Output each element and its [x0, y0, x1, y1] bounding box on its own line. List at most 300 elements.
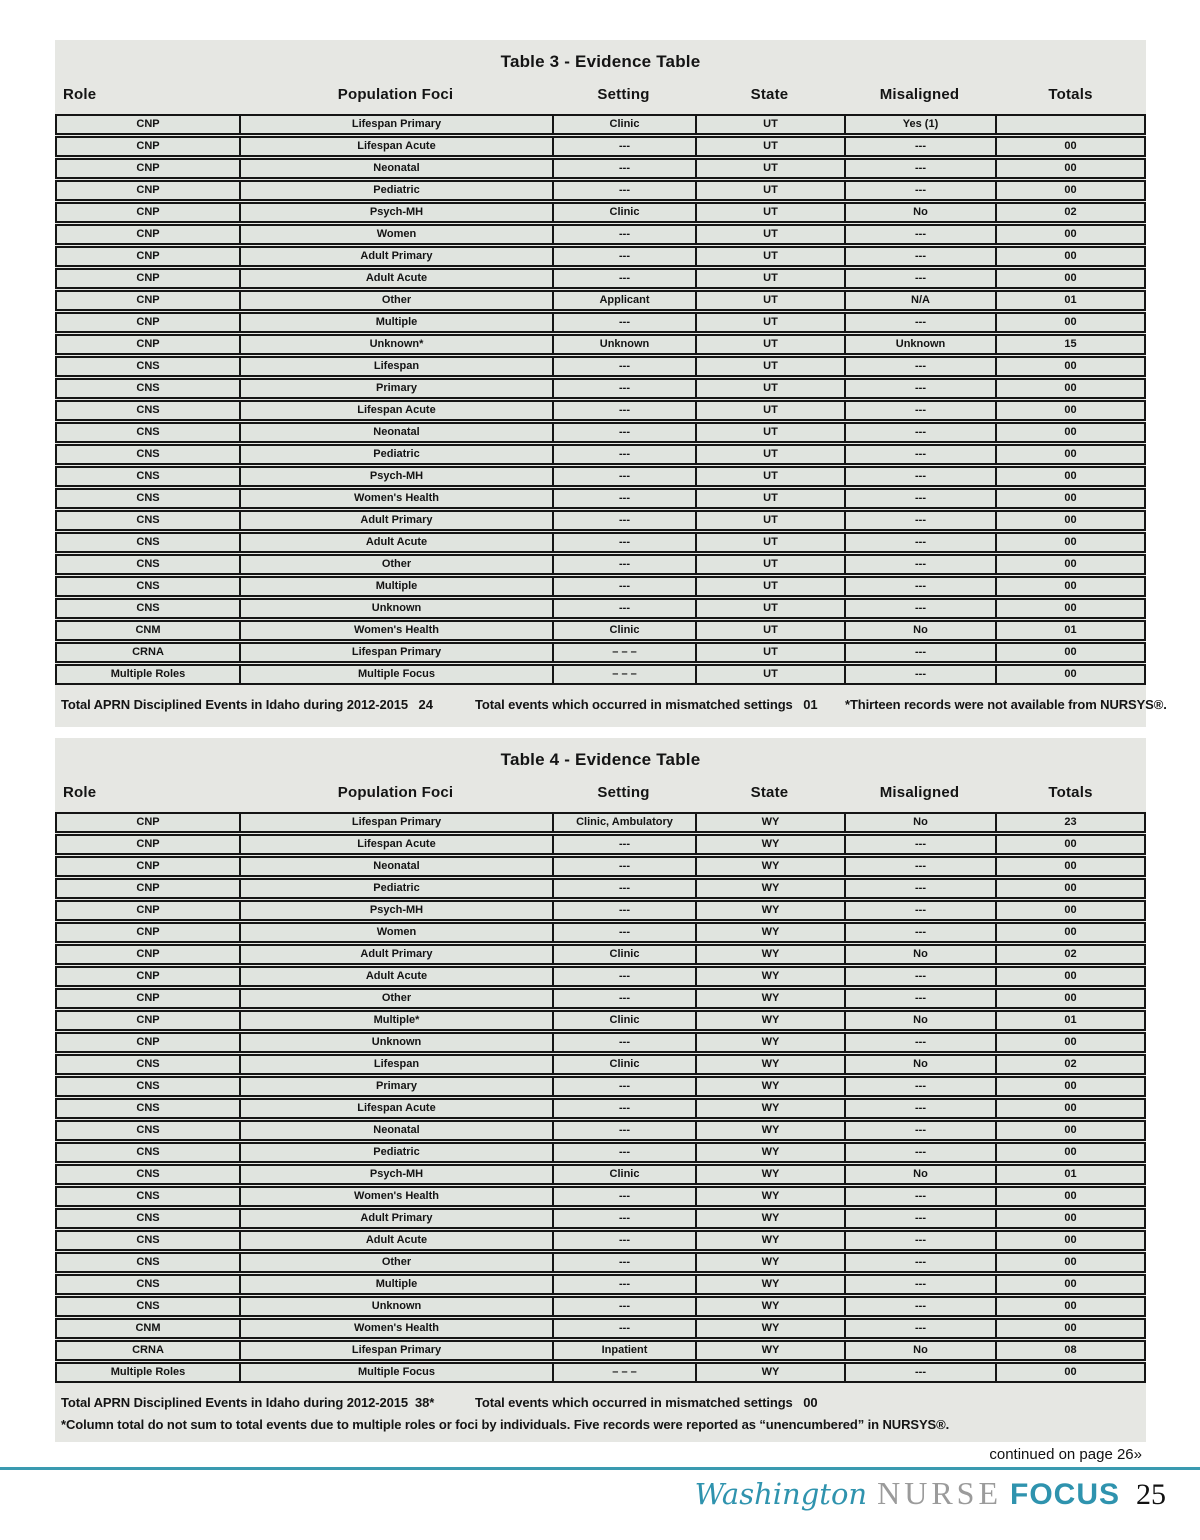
- cell-population-foci: Neonatal: [241, 1122, 554, 1139]
- cell-population-foci: Primary: [241, 380, 554, 397]
- cell-misaligned: ---: [846, 1364, 997, 1381]
- table-row: [55, 488, 1146, 509]
- table-row: [55, 1274, 1146, 1295]
- cell-role: CNS: [57, 556, 241, 573]
- cell-state: UT: [697, 622, 846, 639]
- cell-role: CNP: [57, 946, 241, 963]
- cell-totals: 00: [1064, 1278, 1077, 1290]
- cell-population-foci: Other: [241, 292, 554, 309]
- cell-state: UT: [697, 138, 846, 155]
- cell-misaligned: ---: [846, 1100, 997, 1117]
- cell-role: CNP: [57, 902, 241, 919]
- cell-misaligned: ---: [846, 1276, 997, 1293]
- table-row: [55, 576, 1146, 597]
- cell-population-foci: Multiple Focus: [241, 666, 554, 683]
- cell-setting: ---: [554, 858, 697, 875]
- cell-state: WY: [697, 814, 846, 831]
- table-row: [55, 224, 1146, 245]
- cell-population-foci: Unknown*: [241, 336, 554, 353]
- cell-setting: ---: [554, 468, 697, 485]
- cell-state: WY: [697, 968, 846, 985]
- table3-total-events: Total APRN Disciplined Events in Idaho during 2012-2015 24: [61, 697, 433, 712]
- cell-state: WY: [697, 1188, 846, 1205]
- cell-misaligned: ---: [846, 858, 997, 875]
- cell-setting: ---: [554, 534, 697, 551]
- table4-block: [55, 738, 1146, 1442]
- cell-population-foci: Multiple: [241, 1276, 554, 1293]
- column-header-population-foci: Population Foci: [337, 783, 454, 801]
- cell-misaligned: ---: [846, 1298, 997, 1315]
- cell-population-foci: Adult Acute: [241, 534, 554, 551]
- cell-role: CNP: [57, 182, 241, 199]
- cell-population-foci: Psych-MH: [241, 902, 554, 919]
- cell-role: CNP: [57, 814, 241, 831]
- cell-setting: ---: [554, 270, 697, 287]
- cell-totals: 00: [1064, 382, 1077, 394]
- table4-footer: [55, 1389, 1146, 1415]
- cell-totals: 00: [1064, 602, 1077, 614]
- cell-role: CNS: [57, 600, 241, 617]
- continued-note: continued on page 26»: [989, 1446, 1142, 1463]
- table4-title: Table 4 - Evidence Table: [500, 750, 701, 769]
- cell-state: UT: [697, 204, 846, 221]
- cell-state: UT: [697, 512, 846, 529]
- cell-setting: – – –: [554, 1364, 697, 1381]
- cell-totals: 00: [1064, 162, 1077, 174]
- column-header-totals: Totals: [1048, 85, 1093, 103]
- cell-population-foci: Lifespan Acute: [241, 402, 554, 419]
- cell-misaligned: ---: [846, 1210, 997, 1227]
- cell-role: CNP: [57, 990, 241, 1007]
- cell-totals: 00: [1064, 514, 1077, 526]
- cell-state: WY: [697, 1100, 846, 1117]
- cell-role: CNS: [57, 1210, 241, 1227]
- cell-population-foci: Other: [241, 1254, 554, 1271]
- cell-totals: 00: [1064, 926, 1077, 938]
- cell-role: CNP: [57, 968, 241, 985]
- cell-misaligned: No: [846, 1342, 997, 1359]
- logo-nurse: NURSE: [877, 1475, 1002, 1511]
- column-header-role: Role: [63, 783, 97, 801]
- table-row: [55, 290, 1146, 311]
- cell-population-foci: Adult Acute: [241, 968, 554, 985]
- cell-state: UT: [697, 534, 846, 551]
- cell-setting: ---: [554, 182, 697, 199]
- table-row: [55, 1252, 1146, 1273]
- cell-state: UT: [697, 490, 846, 507]
- cell-setting: ---: [554, 1078, 697, 1095]
- cell-totals: 02: [1064, 1058, 1077, 1070]
- cell-population-foci: Pediatric: [241, 1144, 554, 1161]
- table3-footnote: *Thirteen records were not available from NURSYS®.: [845, 697, 1167, 712]
- cell-setting: ---: [554, 924, 697, 941]
- cell-totals: 00: [1064, 272, 1077, 284]
- cell-role: CNP: [57, 858, 241, 875]
- cell-population-foci: Psych-MH: [241, 204, 554, 221]
- cell-setting: Clinic: [554, 204, 697, 221]
- cell-state: WY: [697, 1056, 846, 1073]
- table3-footer: [55, 691, 1167, 717]
- cell-misaligned: ---: [846, 1034, 997, 1051]
- cell-state: UT: [697, 644, 846, 661]
- cell-totals: 00: [1064, 558, 1077, 570]
- cell-misaligned: ---: [846, 512, 997, 529]
- table-row: [55, 1098, 1146, 1119]
- cell-misaligned: ---: [846, 1232, 997, 1249]
- cell-setting: ---: [554, 1232, 697, 1249]
- cell-state: UT: [697, 666, 846, 683]
- cell-population-foci: Multiple*: [241, 1012, 554, 1029]
- cell-state: WY: [697, 1034, 846, 1051]
- cell-population-foci: Lifespan Primary: [241, 1342, 554, 1359]
- cell-misaligned: ---: [846, 226, 997, 243]
- table3-rows: [55, 114, 1146, 685]
- cell-state: WY: [697, 1254, 846, 1271]
- cell-misaligned: ---: [846, 270, 997, 287]
- publication-logo: [695, 1475, 1166, 1512]
- cell-role: CNP: [57, 204, 241, 221]
- cell-role: CNS: [57, 402, 241, 419]
- cell-role: CRNA: [57, 1342, 241, 1359]
- cell-totals: [997, 116, 1144, 133]
- cell-setting: Clinic: [554, 116, 697, 133]
- cell-setting: Inpatient: [554, 1342, 697, 1359]
- cell-misaligned: ---: [846, 924, 997, 941]
- cell-setting: ---: [554, 314, 697, 331]
- cell-population-foci: Lifespan Primary: [241, 644, 554, 661]
- cell-state: UT: [697, 446, 846, 463]
- table-row: [55, 378, 1146, 399]
- table-row: [55, 268, 1146, 289]
- table-row: [55, 1296, 1146, 1317]
- cell-totals: 00: [1064, 860, 1077, 872]
- cell-role: CNS: [57, 380, 241, 397]
- table-row: [55, 356, 1146, 377]
- column-header-misaligned: Misaligned: [879, 85, 960, 103]
- cell-role: CNS: [57, 1056, 241, 1073]
- table-row: [55, 1010, 1146, 1031]
- table-row: [55, 1054, 1146, 1075]
- cell-totals: 00: [1064, 1190, 1077, 1202]
- cell-population-foci: Neonatal: [241, 858, 554, 875]
- cell-setting: ---: [554, 836, 697, 853]
- cell-totals: 00: [1064, 536, 1077, 548]
- table-row: [55, 422, 1146, 443]
- cell-role: CNP: [57, 248, 241, 265]
- cell-misaligned: ---: [846, 880, 997, 897]
- cell-totals: 00: [1064, 838, 1077, 850]
- cell-totals: 08: [1064, 1344, 1077, 1356]
- cell-state: WY: [697, 1144, 846, 1161]
- cell-role: CNS: [57, 1232, 241, 1249]
- table-row: [55, 510, 1146, 531]
- page-number: 25: [1136, 1478, 1166, 1511]
- cell-population-foci: Psych-MH: [241, 1166, 554, 1183]
- cell-population-foci: Women's Health: [241, 1188, 554, 1205]
- logo-washington: Washington: [694, 1477, 868, 1511]
- cell-role: CNS: [57, 578, 241, 595]
- cell-state: UT: [697, 270, 846, 287]
- cell-setting: ---: [554, 1188, 697, 1205]
- table-row: [55, 1120, 1146, 1141]
- cell-state: WY: [697, 836, 846, 853]
- cell-state: UT: [697, 336, 846, 353]
- cell-setting: ---: [554, 1100, 697, 1117]
- cell-population-foci: Lifespan Acute: [241, 138, 554, 155]
- cell-role: CNS: [57, 1298, 241, 1315]
- cell-totals: 00: [1064, 1080, 1077, 1092]
- cell-setting: Unknown: [554, 336, 697, 353]
- cell-totals: 00: [1064, 1234, 1077, 1246]
- cell-population-foci: Lifespan Acute: [241, 836, 554, 853]
- cell-population-foci: Lifespan Acute: [241, 1100, 554, 1117]
- cell-setting: Clinic: [554, 946, 697, 963]
- cell-population-foci: Women: [241, 924, 554, 941]
- cell-misaligned: ---: [846, 836, 997, 853]
- cell-setting: ---: [554, 1144, 697, 1161]
- cell-role: CNS: [57, 468, 241, 485]
- cell-misaligned: ---: [846, 1122, 997, 1139]
- table-row: [55, 664, 1146, 685]
- cell-misaligned: ---: [846, 1254, 997, 1271]
- cell-misaligned: ---: [846, 1078, 997, 1095]
- cell-population-foci: Adult Primary: [241, 1210, 554, 1227]
- table-row: [55, 834, 1146, 855]
- cell-population-foci: Multiple: [241, 314, 554, 331]
- cell-population-foci: Women's Health: [241, 490, 554, 507]
- cell-population-foci: Multiple: [241, 578, 554, 595]
- cell-role: CNP: [57, 138, 241, 155]
- cell-totals: 00: [1064, 1322, 1077, 1334]
- cell-population-foci: Pediatric: [241, 880, 554, 897]
- table3-block: [55, 40, 1167, 727]
- cell-state: UT: [697, 160, 846, 177]
- logo-focus: FOCUS: [1010, 1478, 1120, 1511]
- table-row: [55, 1340, 1146, 1361]
- cell-setting: Clinic: [554, 1166, 697, 1183]
- table3-title: Table 3 - Evidence Table: [500, 52, 701, 71]
- cell-population-foci: Lifespan Primary: [241, 814, 554, 831]
- cell-state: WY: [697, 1166, 846, 1183]
- cell-totals: 01: [1064, 1014, 1077, 1026]
- cell-population-foci: Neonatal: [241, 160, 554, 177]
- cell-misaligned: ---: [846, 1144, 997, 1161]
- table4-rows: [55, 812, 1146, 1383]
- cell-state: WY: [697, 1276, 846, 1293]
- cell-role: CNS: [57, 490, 241, 507]
- cell-totals: 00: [1064, 228, 1077, 240]
- cell-misaligned: ---: [846, 1188, 997, 1205]
- table-row: [55, 988, 1146, 1009]
- cell-population-foci: Women's Health: [241, 1320, 554, 1337]
- cell-misaligned: No: [846, 204, 997, 221]
- cell-role: CNP: [57, 1012, 241, 1029]
- table4-header-row: [55, 780, 1146, 804]
- column-header-population-foci: Population Foci: [337, 85, 454, 103]
- cell-misaligned: ---: [846, 160, 997, 177]
- table-row: [55, 158, 1146, 179]
- cell-population-foci: Adult Acute: [241, 270, 554, 287]
- cell-setting: ---: [554, 160, 697, 177]
- cell-totals: 01: [1064, 624, 1077, 636]
- table-row: [55, 1164, 1146, 1185]
- cell-role: CNS: [57, 534, 241, 551]
- cell-state: UT: [697, 424, 846, 441]
- cell-misaligned: ---: [846, 556, 997, 573]
- cell-totals: 01: [1064, 1168, 1077, 1180]
- cell-role: CNS: [57, 1276, 241, 1293]
- column-header-state: State: [750, 783, 789, 801]
- cell-state: WY: [697, 1012, 846, 1029]
- cell-misaligned: No: [846, 1166, 997, 1183]
- column-header-role: Role: [63, 85, 97, 103]
- table-row: [55, 878, 1146, 899]
- table-row: [55, 944, 1146, 965]
- cell-role: CNS: [57, 1122, 241, 1139]
- cell-setting: ---: [554, 424, 697, 441]
- cell-state: UT: [697, 248, 846, 265]
- cell-totals: 00: [1064, 426, 1077, 438]
- cell-population-foci: Adult Primary: [241, 512, 554, 529]
- cell-totals: 00: [1064, 1256, 1077, 1268]
- column-header-setting: Setting: [597, 85, 650, 103]
- cell-totals: 23: [1064, 816, 1077, 828]
- cell-setting: ---: [554, 902, 697, 919]
- cell-totals: 00: [1064, 492, 1077, 504]
- cell-misaligned: Unknown: [846, 336, 997, 353]
- table-row: [55, 1208, 1146, 1229]
- cell-setting: ---: [554, 556, 697, 573]
- cell-setting: ---: [554, 1254, 697, 1271]
- cell-state: UT: [697, 468, 846, 485]
- cell-role: CNP: [57, 270, 241, 287]
- cell-setting: ---: [554, 990, 697, 1007]
- cell-setting: ---: [554, 490, 697, 507]
- table-row: [55, 966, 1146, 987]
- cell-setting: ---: [554, 600, 697, 617]
- table-row: [55, 400, 1146, 421]
- cell-state: WY: [697, 1078, 846, 1095]
- cell-misaligned: ---: [846, 424, 997, 441]
- cell-totals: 02: [1064, 206, 1077, 218]
- cell-population-foci: Lifespan: [241, 358, 554, 375]
- column-header-setting: Setting: [597, 783, 650, 801]
- cell-state: UT: [697, 314, 846, 331]
- cell-misaligned: No: [846, 946, 997, 963]
- cell-setting: ---: [554, 226, 697, 243]
- cell-setting: ---: [554, 138, 697, 155]
- cell-state: UT: [697, 380, 846, 397]
- cell-setting: ---: [554, 1034, 697, 1051]
- cell-setting: ---: [554, 358, 697, 375]
- cell-misaligned: ---: [846, 1320, 997, 1337]
- cell-role: CNS: [57, 1144, 241, 1161]
- cell-setting: Applicant: [554, 292, 697, 309]
- cell-setting: ---: [554, 248, 697, 265]
- cell-state: WY: [697, 924, 846, 941]
- cell-population-foci: Pediatric: [241, 446, 554, 463]
- cell-misaligned: ---: [846, 446, 997, 463]
- table-row: [55, 1142, 1146, 1163]
- cell-state: UT: [697, 600, 846, 617]
- table-row: [55, 202, 1146, 223]
- cell-setting: ---: [554, 512, 697, 529]
- column-header-totals: Totals: [1048, 783, 1093, 801]
- table-row: [55, 246, 1146, 267]
- cell-misaligned: ---: [846, 534, 997, 551]
- cell-totals: 00: [1064, 1366, 1077, 1378]
- cell-misaligned: N/A: [846, 292, 997, 309]
- cell-role: CNM: [57, 1320, 241, 1337]
- table3-header-row: [55, 82, 1146, 106]
- table-row: [55, 334, 1146, 355]
- cell-role: CNP: [57, 836, 241, 853]
- cell-totals: 15: [1064, 338, 1077, 350]
- cell-misaligned: ---: [846, 358, 997, 375]
- table-row: [55, 136, 1146, 157]
- table-row: [55, 1362, 1146, 1383]
- cell-totals: 00: [1064, 316, 1077, 328]
- table4-total-events: Total APRN Disciplined Events in Idaho during 2012-2015 38*: [61, 1395, 435, 1410]
- table-row: [55, 900, 1146, 921]
- cell-population-foci: Neonatal: [241, 424, 554, 441]
- cell-setting: Clinic: [554, 1012, 697, 1029]
- cell-role: CNP: [57, 924, 241, 941]
- cell-misaligned: ---: [846, 138, 997, 155]
- cell-totals: 02: [1064, 948, 1077, 960]
- cell-totals: 00: [1064, 470, 1077, 482]
- cell-population-foci: Other: [241, 990, 554, 1007]
- cell-setting: ---: [554, 880, 697, 897]
- cell-population-foci: Women's Health: [241, 622, 554, 639]
- cell-population-foci: Primary: [241, 1078, 554, 1095]
- cell-state: UT: [697, 556, 846, 573]
- table-row: [55, 554, 1146, 575]
- cell-misaligned: No: [846, 1012, 997, 1029]
- cell-state: UT: [697, 402, 846, 419]
- cell-totals: 00: [1064, 668, 1077, 680]
- cell-role: CNP: [57, 336, 241, 353]
- cell-misaligned: ---: [846, 902, 997, 919]
- table-row: [55, 922, 1146, 943]
- cell-totals: 00: [1064, 992, 1077, 1004]
- cell-population-foci: Adult Primary: [241, 248, 554, 265]
- cell-setting: ---: [554, 1122, 697, 1139]
- cell-totals: 00: [1064, 1146, 1077, 1158]
- cell-misaligned: ---: [846, 644, 997, 661]
- cell-misaligned: ---: [846, 666, 997, 683]
- cell-totals: 00: [1064, 970, 1077, 982]
- table-row: [55, 1230, 1146, 1251]
- cell-totals: 00: [1064, 448, 1077, 460]
- cell-misaligned: ---: [846, 990, 997, 1007]
- cell-totals: 00: [1064, 580, 1077, 592]
- cell-state: UT: [697, 116, 846, 133]
- cell-population-foci: Other: [241, 556, 554, 573]
- cell-state: UT: [697, 578, 846, 595]
- cell-role: CNS: [57, 512, 241, 529]
- cell-state: WY: [697, 990, 846, 1007]
- footer-divider-rule: [0, 1467, 1200, 1470]
- cell-population-foci: Multiple Focus: [241, 1364, 554, 1381]
- column-header-state: State: [750, 85, 789, 103]
- cell-role: CRNA: [57, 644, 241, 661]
- table-row: [55, 856, 1146, 877]
- table-row: [55, 598, 1146, 619]
- table-row: [55, 466, 1146, 487]
- cell-setting: Clinic: [554, 1056, 697, 1073]
- cell-role: CNS: [57, 1100, 241, 1117]
